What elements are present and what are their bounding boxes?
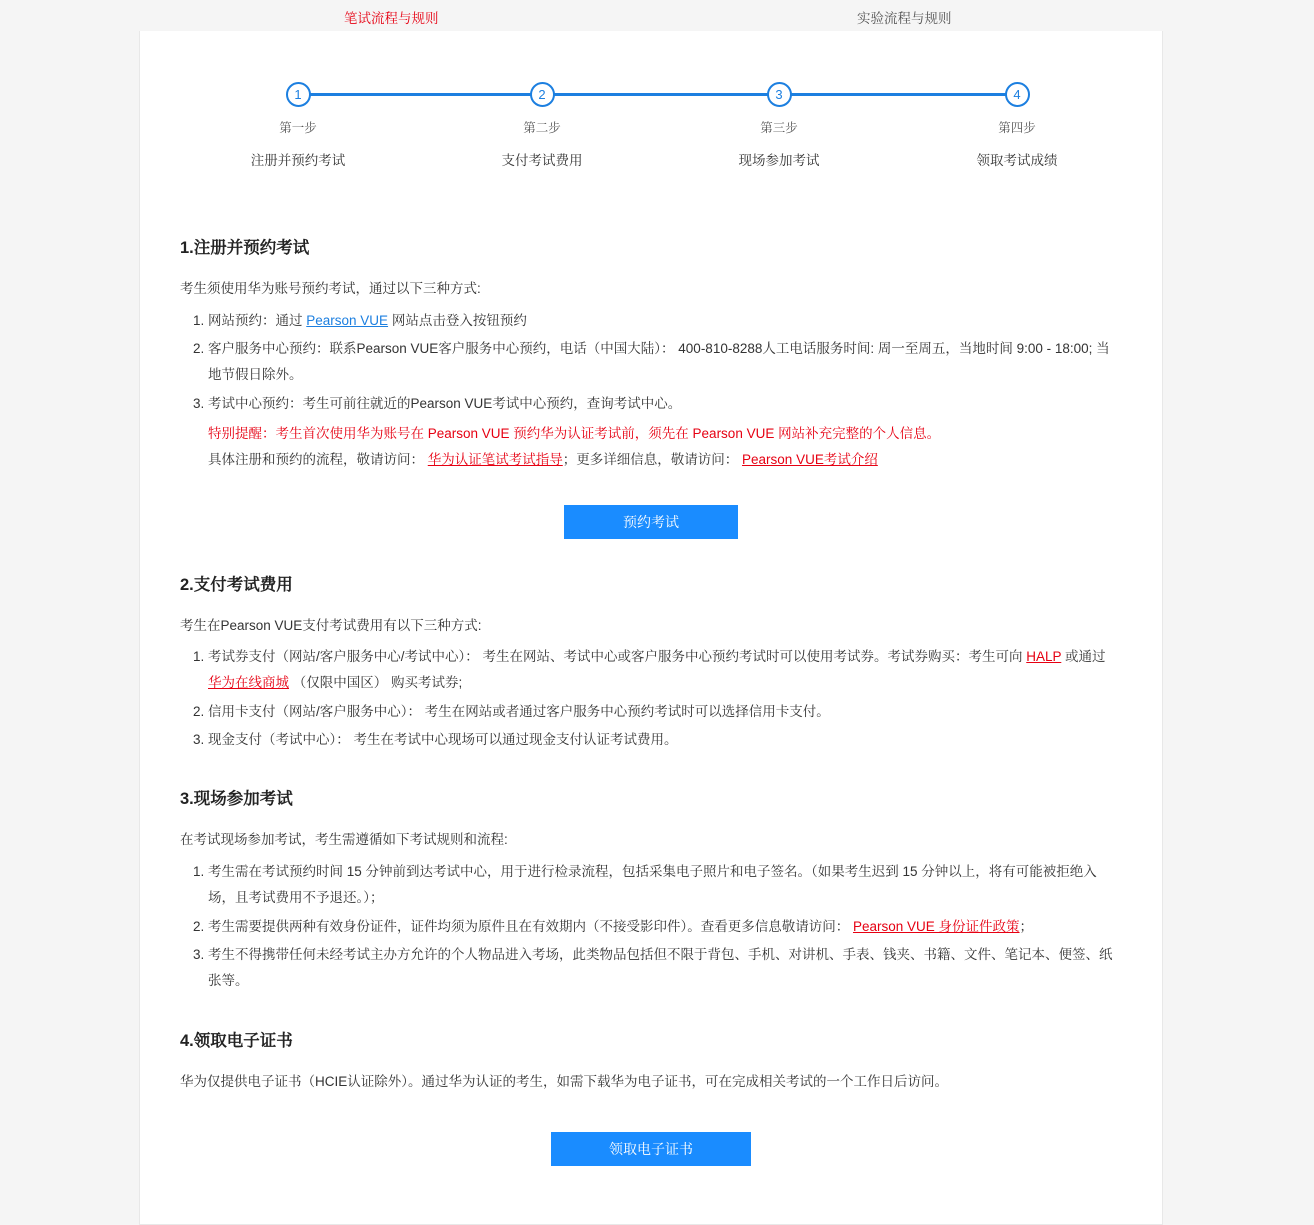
step-sub-2: 第二步 xyxy=(523,121,561,135)
step-label-2: 支付考试费用 xyxy=(501,153,583,168)
list-item: 3. 现金支付（考试中心）： 考生在考试中心现场可以通过现金支付认证考试费用。 xyxy=(208,727,1122,753)
step-label-3: 现场参加考试 xyxy=(738,153,820,168)
appoint-button-wrap xyxy=(180,474,1122,539)
get-e-certificate-button[interactable]: 领取电子证书 xyxy=(551,1132,751,1166)
step-number-1: 1 xyxy=(286,82,311,107)
step-item-3 xyxy=(704,82,854,169)
step-sub-4: 第四步 xyxy=(998,121,1036,135)
list-item: 2. 客户服务中心预约：联系Pearson VUE客户服务中心预约，电话（中国大陆）： 400-810-8288人工电话服务时间: 周一至周五，当地时间 9:00 - 18:00; 当地节假日除外。 xyxy=(208,336,1122,389)
s3-item2-pre: 考生需要提供两种有效身份证件，证件均须为原件且在有效期内（不接受影印件）。查看更多信息敬请访问： xyxy=(208,918,853,934)
s2-item1-mid: 或通过 xyxy=(1061,649,1106,665)
s1-item1-post: 网站点击登入按钮预约 xyxy=(388,312,527,328)
step-item-2 xyxy=(467,82,617,169)
s2-item1-post: （仅限中国区） 购买考试券; xyxy=(289,675,463,691)
tab-bar xyxy=(0,0,1314,31)
section-1-warning: 特别提醒：考生首次使用华为账号在 Pearson VUE 预约华为认证考试前，须先在 Pearson VUE 网站补充完整的个人信息。 xyxy=(208,425,941,441)
huawei-online-store-link[interactable]: 华为在线商城 xyxy=(208,675,289,691)
step-number-2: 2 xyxy=(530,82,555,107)
list-item xyxy=(208,914,1122,940)
s1-item1-pre: 网站预约：通过 xyxy=(208,312,307,328)
tab-lab-exam-rules[interactable]: 实验流程与规则 xyxy=(857,11,952,26)
step-item-1 xyxy=(223,82,373,169)
section-1-title: 1.注册并预约考试 xyxy=(180,239,310,257)
tab-written-exam-rules[interactable]: 笔试流程与规则 xyxy=(344,11,439,26)
s1-note-pre: 具体注册和预约的流程，敬请访问： xyxy=(208,452,428,468)
section-2-title: 2.支付考试费用 xyxy=(180,575,293,594)
section-2-lead: 考生在Pearson VUE支付考试费用有以下三种方式: xyxy=(180,617,482,633)
book-exam-button[interactable]: 预约考试 xyxy=(564,505,738,539)
list-item xyxy=(208,644,1122,697)
s2-item1-pre: 考试券支付（网站/客户服务中心/考试中心）： 考生在网站、考试中心或客户服务中心预约考试时可以使用考试券。考试券购买：考生可向 xyxy=(208,649,1027,665)
list-item: 2. 信用卡支付（网站/客户服务中心）： 考生在网站或者通过客户服务中心预约考试时可以选择信用卡支付。 xyxy=(208,699,1122,725)
section-3-title: 3.现场参加考试 xyxy=(180,790,293,809)
section-3-list xyxy=(180,859,1122,995)
section-3-lead: 在考试现场参加考试，考生需遵循如下考试规则和流程: xyxy=(180,832,508,848)
list-item: 3. 考试中心预约：考生可前往就近的Pearson VUE考试中心预约，查询考试中心。 xyxy=(208,391,1122,417)
certificate-button-wrap xyxy=(180,1100,1122,1166)
step-label-4: 领取考试成绩 xyxy=(976,153,1058,168)
step-item-4 xyxy=(942,82,1092,169)
section-4-title: 4.领取电子证书 xyxy=(180,1031,293,1050)
step-number-3: 3 xyxy=(767,82,792,107)
section-4-lead: 华为仅提供电子证书（HCIE认证除外）。通过华为认证的考生，如需下载华为电子证书，可在完成相关考试的一个工作日后访问。 xyxy=(180,1073,949,1089)
list-item xyxy=(208,308,1122,334)
pearson-vue-id-policy-link[interactable]: Pearson VUE 身份证件政策 xyxy=(853,918,1020,934)
list-item: 1. 考生需在考试预约时间 15 分钟前到达考试中心，用于进行检录流程，包括采集电子照片和电子签名。（如果考生迟到 15 分钟以上，将有可能被拒绝入场，且考试费用不予退还。）； xyxy=(208,859,1122,912)
section-1-list xyxy=(180,308,1122,417)
huawei-written-exam-guide-link[interactable]: 华为认证笔试考试指导 xyxy=(427,452,563,468)
step-sub-1: 第一步 xyxy=(279,121,317,135)
pearson-vue-exam-intro-link[interactable]: Pearson VUE考试介绍 xyxy=(742,452,878,468)
s1-note-mid: ；更多详细信息，敬请访问： xyxy=(562,452,743,468)
stepper-progress-line xyxy=(298,93,1018,96)
content-body xyxy=(140,234,1162,1224)
step-number-4: 4 xyxy=(1005,82,1030,107)
content-card xyxy=(139,31,1163,1225)
step-label-1: 注册并预约考试 xyxy=(250,153,346,168)
section-2-list xyxy=(180,644,1122,753)
exam-process-stepper xyxy=(140,82,1162,202)
s3-item2-post: ； xyxy=(1019,918,1034,934)
step-sub-3: 第三步 xyxy=(760,121,798,135)
halp-link[interactable]: HALP xyxy=(1026,649,1062,665)
section-1-lead: 考生须使用华为账号预约考试，通过以下三种方式: xyxy=(180,281,481,296)
list-item: 3. 考生不得携带任何未经考试主办方允许的个人物品进入考场，此类物品包括但不限于背包、手机、对讲机、手表、钱夹、书籍、文件、笔记本、便签、纸张等。 xyxy=(208,942,1122,995)
pearson-vue-link[interactable]: Pearson VUE xyxy=(306,312,389,328)
section-1-links-note xyxy=(208,447,1122,473)
